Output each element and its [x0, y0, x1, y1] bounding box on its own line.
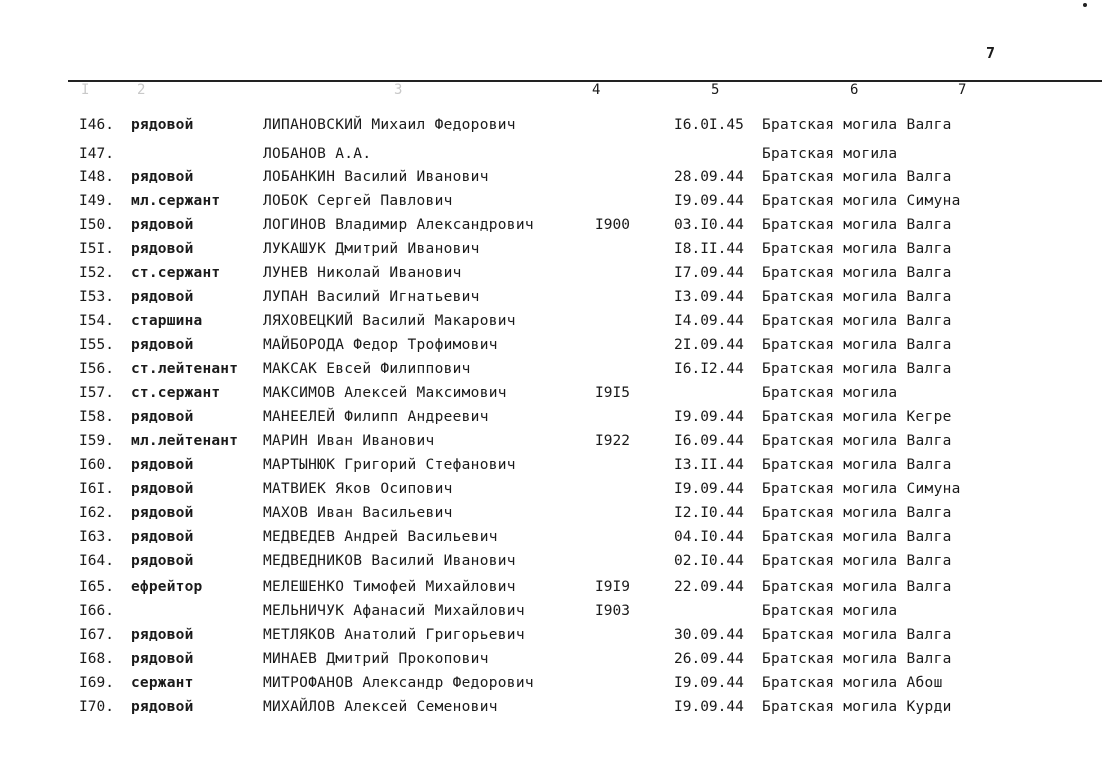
table-row	[0, 286, 1117, 308]
record-rank: рядовой	[131, 289, 194, 305]
record-number: I54.	[79, 313, 114, 329]
record-burial-place: Братская могила Валга	[762, 169, 952, 185]
record-name: ЛУКАШУК Дмитрий Иванович	[263, 241, 480, 257]
column-header-6: 6	[850, 82, 859, 98]
record-name: ЛОБАНОВ А.А.	[263, 146, 372, 162]
record-death-date: I6.I2.44	[674, 361, 744, 377]
record-rank: мл.сержант	[131, 193, 221, 209]
record-name: ЛИПАНОВСКИЙ Михаил Федорович	[263, 117, 516, 133]
record-birth-year: I903	[595, 603, 630, 619]
record-rank: рядовой	[131, 337, 194, 353]
record-death-date: I7.09.44	[674, 265, 744, 281]
record-burial-place: Братская могила Валга	[762, 117, 952, 133]
record-death-date: I6.09.44	[674, 433, 744, 449]
record-name: ЛОГИНОВ Владимир Александрович	[263, 217, 534, 233]
column-header-5: 5	[711, 82, 720, 98]
record-burial-place: Братская могила Валга	[762, 217, 952, 233]
table-row	[0, 310, 1117, 332]
record-birth-year: I900	[595, 217, 630, 233]
record-death-date: I9.09.44	[674, 675, 744, 691]
table-row	[0, 454, 1117, 476]
column-header-7: 7	[958, 82, 967, 98]
record-name: ЛУНЕВ Николай Иванович	[263, 265, 462, 281]
page-number: 7	[986, 44, 996, 62]
record-rank: рядовой	[131, 241, 194, 257]
record-name: ЛОБОК Сергей Павлович	[263, 193, 453, 209]
table-row	[0, 478, 1117, 500]
record-death-date: I9.09.44	[674, 481, 744, 497]
table-row	[0, 502, 1117, 524]
column-header-3: 3	[394, 82, 403, 98]
record-name: МЕЛЬНИЧУК Афанасий Михайлович	[263, 603, 525, 619]
record-rank: рядовой	[131, 481, 194, 497]
record-death-date: 30.09.44	[674, 627, 744, 643]
record-number: I58.	[79, 409, 114, 425]
record-burial-place: Братская могила Валга	[762, 651, 952, 667]
record-rank: рядовой	[131, 529, 194, 545]
record-death-date: I9.09.44	[674, 699, 744, 715]
table-row	[0, 648, 1117, 670]
column-header-2: 2	[137, 82, 146, 98]
record-rank: рядовой	[131, 409, 194, 425]
record-name: ЛУПАН Василий Игнатьевич	[263, 289, 480, 305]
record-rank: рядовой	[131, 457, 194, 473]
record-rank: рядовой	[131, 169, 194, 185]
record-burial-place: Братская могила Валга	[762, 265, 952, 281]
record-burial-place: Братская могила Валга	[762, 553, 952, 569]
table-row	[0, 550, 1117, 572]
record-birth-year: I922	[595, 433, 630, 449]
record-rank: ефрейтор	[131, 579, 203, 595]
table-row	[0, 576, 1117, 598]
record-number: I55.	[79, 337, 114, 353]
record-death-date: I9.09.44	[674, 193, 744, 209]
record-death-date: 26.09.44	[674, 651, 744, 667]
table-row	[0, 238, 1117, 260]
record-rank: ст.сержант	[131, 265, 221, 281]
record-name: МАРИН Иван Иванович	[263, 433, 435, 449]
record-name: МЕЛЕШЕНКО Тимофей Михайлович	[263, 579, 516, 595]
table-row	[0, 382, 1117, 404]
record-number: I47.	[79, 146, 114, 162]
record-rank: старшина	[131, 313, 203, 329]
column-header-1: I	[81, 82, 90, 98]
record-rank: рядовой	[131, 651, 194, 667]
record-rank: рядовой	[131, 505, 194, 521]
record-number: I64.	[79, 553, 114, 569]
record-number: I60.	[79, 457, 114, 473]
record-number: I63.	[79, 529, 114, 545]
record-death-date: 28.09.44	[674, 169, 744, 185]
record-burial-place: Братская могила Валга	[762, 313, 952, 329]
record-number: I70.	[79, 699, 114, 715]
table-row	[0, 600, 1117, 622]
record-rank: рядовой	[131, 553, 194, 569]
record-burial-place: Братская могила Валга	[762, 457, 952, 473]
record-birth-year: I9I9	[595, 579, 630, 595]
table-row	[0, 526, 1117, 548]
record-name: МЕДВЕДНИКОВ Василий Иванович	[263, 553, 516, 569]
record-number: I67.	[79, 627, 114, 643]
table-row	[0, 114, 1117, 136]
record-death-date: I8.II.44	[674, 241, 744, 257]
record-number: I62.	[79, 505, 114, 521]
table-row	[0, 624, 1117, 646]
record-death-date: I3.II.44	[674, 457, 744, 473]
record-death-date: 22.09.44	[674, 579, 744, 595]
table-row	[0, 430, 1117, 452]
record-number: I6I.	[79, 481, 114, 497]
record-number: I68.	[79, 651, 114, 667]
table-row	[0, 214, 1117, 236]
record-name: МАНЕЕЛЕЙ Филипп Андреевич	[263, 409, 489, 425]
record-name: МАРТЫНЮК Григорий Стефанович	[263, 457, 516, 473]
table-row	[0, 190, 1117, 212]
record-death-date: 2I.09.44	[674, 337, 744, 353]
record-rank: мл.лейтенант	[131, 433, 239, 449]
record-name: МЕДВЕДЕВ Андрей Васильевич	[263, 529, 498, 545]
record-burial-place: Братская могила Кегре	[762, 409, 952, 425]
record-death-date: I9.09.44	[674, 409, 744, 425]
record-number: I50.	[79, 217, 114, 233]
table-row	[0, 406, 1117, 428]
record-number: I48.	[79, 169, 114, 185]
record-rank: рядовой	[131, 117, 194, 133]
table-row	[0, 143, 1117, 165]
record-death-date: 02.I0.44	[674, 553, 744, 569]
record-rank: рядовой	[131, 217, 194, 233]
record-burial-place: Братская могила	[762, 146, 898, 162]
record-burial-place: Братская могила Валга	[762, 579, 952, 595]
record-number: I49.	[79, 193, 114, 209]
record-name: МАХОВ Иван Васильевич	[263, 505, 453, 521]
record-death-date: 04.I0.44	[674, 529, 744, 545]
column-header-4: 4	[592, 82, 601, 98]
table-row	[0, 166, 1117, 188]
record-burial-place: Братская могила Валга	[762, 361, 952, 377]
record-death-date: I2.I0.44	[674, 505, 744, 521]
record-death-date: I4.09.44	[674, 313, 744, 329]
record-death-date: I3.09.44	[674, 289, 744, 305]
record-rank: рядовой	[131, 699, 194, 715]
record-name: МИХАЙЛОВ Алексей Семенович	[263, 699, 498, 715]
record-name: МИНАЕВ Дмитрий Прокопович	[263, 651, 489, 667]
record-name: МЕТЛЯКОВ Анатолий Григорьевич	[263, 627, 525, 643]
record-name: МАЙБОРОДА Федор Трофимович	[263, 337, 498, 353]
record-rank: ст.лейтенант	[131, 361, 239, 377]
record-birth-year: I9I5	[595, 385, 630, 401]
record-name: МАТВИЕК Яков Осипович	[263, 481, 453, 497]
record-burial-place: Братская могила	[762, 385, 898, 401]
record-name: МИТРОФАНОВ Александр Федорович	[263, 675, 534, 691]
record-burial-place: Братская могила Симуна	[762, 193, 961, 209]
record-number: I66.	[79, 603, 114, 619]
record-number: I59.	[79, 433, 114, 449]
record-burial-place: Братская могила Валга	[762, 433, 952, 449]
record-burial-place: Братская могила Валга	[762, 337, 952, 353]
record-burial-place: Братская могила Валга	[762, 289, 952, 305]
record-number: I46.	[79, 117, 114, 133]
record-burial-place: Братская могила Валга	[762, 627, 952, 643]
record-number: I57.	[79, 385, 114, 401]
record-number: I69.	[79, 675, 114, 691]
record-rank: рядовой	[131, 627, 194, 643]
record-rank: ст.сержант	[131, 385, 221, 401]
record-burial-place: Братская могила Валга	[762, 529, 952, 545]
record-name: ЛЯХОВЕЦКИЙ Василий Макарович	[263, 313, 516, 329]
record-burial-place: Братская могила Симуна	[762, 481, 961, 497]
table-row	[0, 696, 1117, 718]
record-number: I53.	[79, 289, 114, 305]
record-number: I65.	[79, 579, 114, 595]
record-burial-place: Братская могила Абош	[762, 675, 943, 691]
record-burial-place: Братская могила Курди	[762, 699, 952, 715]
record-burial-place: Братская могила Валга	[762, 505, 952, 521]
record-name: ЛОБАНКИН Василий Иванович	[263, 169, 489, 185]
table-row	[0, 358, 1117, 380]
record-name: МАКСАК Евсей Филиппович	[263, 361, 471, 377]
record-burial-place: Братская могила	[762, 603, 898, 619]
record-name: МАКСИМОВ Алексей Максимович	[263, 385, 507, 401]
record-number: I5I.	[79, 241, 114, 257]
record-burial-place: Братская могила Валга	[762, 241, 952, 257]
record-death-date: 03.I0.44	[674, 217, 744, 233]
record-number: I52.	[79, 265, 114, 281]
table-row	[0, 672, 1117, 694]
record-death-date: I6.0I.45	[674, 117, 744, 133]
table-row	[0, 334, 1117, 356]
record-number: I56.	[79, 361, 114, 377]
table-row	[0, 262, 1117, 284]
record-rank: сержант	[131, 675, 194, 691]
